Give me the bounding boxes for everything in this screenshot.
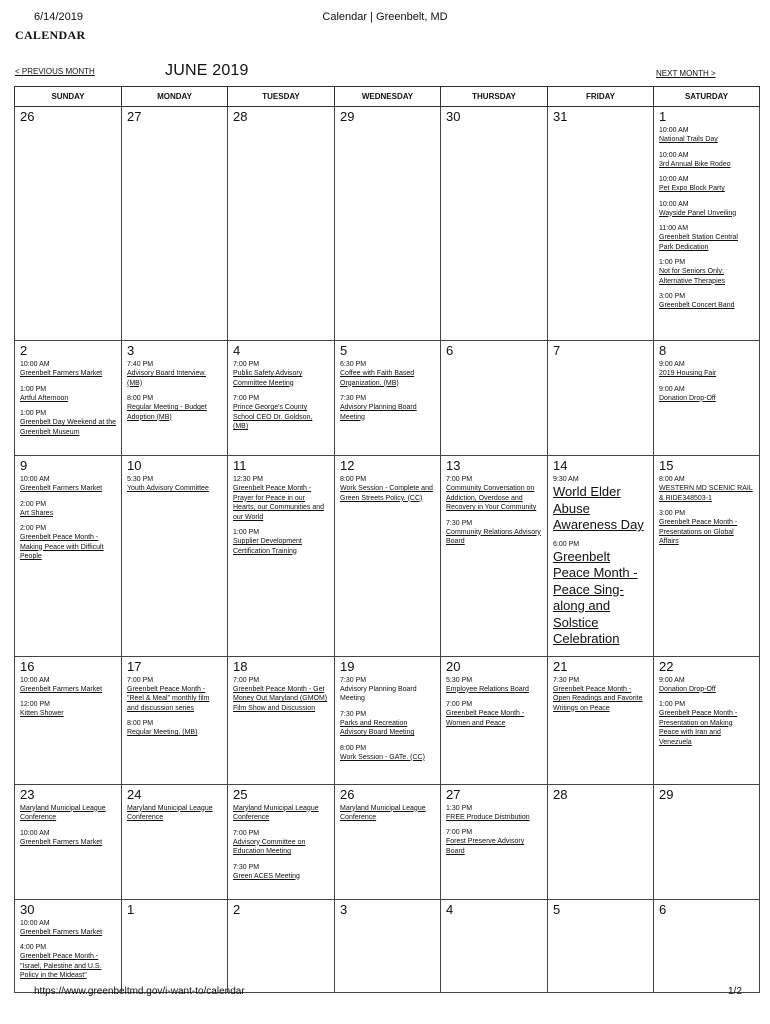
event-link[interactable]: Not for Seniors Only: Alternative Therapies [659,268,726,285]
day-number: 5 [553,901,561,917]
event-time: 7:00 PM [127,676,154,684]
day-cell [15,656,122,784]
event-time: 9:00 AM [659,385,685,393]
calendar-event [446,676,542,695]
event-time: 6:30 PM [340,361,367,368]
calendar-event [233,804,329,823]
previous-month-link[interactable]: < PREVIOUS MONTH [15,67,95,76]
event-time: 10:00 AM [659,151,689,159]
event-link[interactable]: Greenbelt Peace Month - Peace Sing-along and Solstice Celebration [553,548,638,646]
page-number: 1/2 [728,986,742,997]
calendar-event [340,394,435,422]
event-link[interactable]: Greenbelt Peace Month - Prayer for Peace in our Hearts, our Communities and our World [233,485,325,521]
event-time: 3:00 PM [659,293,686,300]
day-number: 28 [233,109,248,124]
event-time: 7:30 PM [340,710,367,718]
event-link[interactable]: Greenbelt Peace Month - Making Peace with Difficult People [20,534,104,560]
event-link[interactable]: Employee Relations Board [446,685,529,693]
calendar-event [659,292,754,311]
calendar-event [553,475,648,534]
day-cell [335,784,441,899]
event-link[interactable]: Prince George's County School CEO Dr. Goldson, (MB) [233,404,313,430]
day-cell [335,456,441,657]
day-cell [441,899,548,992]
calendar-event [20,360,116,379]
day-number: 30 [20,901,35,917]
event-link[interactable]: Coffee with Faith Based Organization. (MB) [340,370,415,387]
day-number: 29 [340,109,355,124]
day-number: 10 [127,458,142,473]
event-link[interactable]: Donation Drop-Off [659,685,716,693]
calendar-event [659,175,754,194]
calendar-event [233,863,329,882]
day-cell [228,899,335,992]
day-number: 7 [553,343,561,358]
day-cell [441,784,548,899]
event-time: 10:00 AM [20,829,50,837]
event-link[interactable]: Community Conversation on Addiction, Overdose and Recovery in Your Community [446,485,537,511]
event-time: 8:00 PM [340,744,367,752]
event-link[interactable]: Supplier Development Certification Training [233,538,302,555]
day-cell [15,107,122,341]
event-link[interactable]: Greenbelt Farmers Market [20,370,103,377]
calendar-event [446,828,542,856]
calendar-event [659,700,754,747]
day-cell [441,107,548,341]
day-number: 2 [233,901,241,917]
calendar-event [340,676,435,704]
event-link[interactable]: Work Session - Complete and Green Streets Policy. (CC) [340,485,433,502]
day-cell [441,656,548,784]
calendar-event [233,528,329,556]
day-number: 16 [20,658,35,674]
event-link[interactable]: Greenbelt Peace Month - Open Readings and Favorite Writings on Peace [553,685,643,712]
day-number: 13 [446,458,461,473]
day-number: 4 [446,901,454,917]
calendar-event [340,710,435,738]
event-time: 10:00 AM [659,127,689,134]
month-title: JUNE 2019 [165,62,249,79]
day-cell [122,456,228,657]
event-time: 9:30 AM [553,476,579,483]
day-number: 20 [446,658,461,674]
day-cell [335,899,441,992]
page-title: Calendar | Greenbelt, MD [322,11,448,23]
day-number: 2 [20,343,28,358]
calendar-event [553,540,648,648]
event-link[interactable]: WESTERN MD SCENIC RAIL & RIDE348503-1 [659,485,753,502]
event-time: 10:00 AM [659,176,689,183]
day-cell [548,341,654,456]
footer-url: https://www.greenbeltmd.gov/i-want-to/calendar [34,986,245,997]
day-number: 19 [340,658,355,674]
event-time: 10:00 AM [20,476,50,483]
day-number: 9 [20,458,28,473]
calendar-event [20,943,116,981]
day-number: 12 [340,458,355,473]
calendar-event [127,360,222,388]
event-time: 2:00 PM [20,525,47,532]
week-row [15,656,760,784]
calendar-event [553,676,648,714]
event-link[interactable]: Advisory Board Interview. (MB) [127,370,206,387]
calendar-event [20,409,116,437]
day-cell [548,456,654,657]
event-time: 7:30 PM [340,676,367,684]
event-time: 7:00 PM [233,829,260,837]
event-time: 7:00 PM [233,395,260,402]
day-number: 11 [233,458,247,473]
day-number: 31 [553,109,568,124]
day-cell [441,456,548,657]
day-number: 18 [233,658,248,674]
event-link[interactable]: Public Safety Advisory Committee Meeting [233,370,303,387]
day-cell [548,784,654,899]
event-link[interactable]: Maryland Municipal League Conference [340,804,426,821]
event-link[interactable]: Donation Drop-Off [659,394,716,402]
calendar-event [446,519,542,547]
day-cell [654,107,760,341]
day-number: 8 [659,343,667,358]
calendar-event [446,700,542,728]
week-row [15,107,760,341]
event-link[interactable]: Art Shares [20,509,54,517]
calendar-event [233,394,329,432]
event-link[interactable]: Greenbelt Peace Month - Women and Peace [446,710,525,727]
event-time: 7:00 PM [446,829,473,836]
calendar-body [15,107,760,993]
event-time: 8:00 PM [127,395,154,402]
weekday-header: TUESDAY [228,87,335,107]
day-number: 5 [340,343,348,358]
calendar-event [659,200,754,219]
calendar-event [20,676,116,695]
calendar-event [659,385,754,404]
day-cell [122,656,228,784]
event-time: 7:30 PM [340,395,367,402]
calendar-event [659,258,754,286]
event-link[interactable]: Greenbelt Peace Month - Presentations on Global Affairs [659,519,738,545]
day-number: 17 [127,658,142,674]
day-cell [654,456,760,657]
day-cell [654,656,760,784]
calendar-heading: CALENDAR [15,28,86,42]
event-time: 7:00 PM [446,476,473,483]
event-link[interactable]: Greenbelt Day Weekend at the Greenbelt Museum [20,419,116,436]
day-cell [228,784,335,899]
calendar-event [20,919,116,938]
event-time: 2:00 PM [20,500,47,508]
day-number: 3 [340,901,348,917]
day-cell [15,456,122,657]
day-number: 22 [659,658,674,674]
calendar-event [659,151,754,170]
day-cell [228,341,335,456]
weekday-header: FRIDAY [548,87,654,107]
event-link[interactable]: Wayside Panel Unveiling [659,209,737,217]
event-link[interactable]: Maryland Municipal League Conference [233,804,319,821]
event-link[interactable]: Green ACES Meeting [233,872,300,880]
event-link[interactable]: Greenbelt Farmers Market [20,685,103,693]
day-number: 4 [233,343,241,358]
event-time: 7:00 PM [233,676,260,684]
calendar-event [659,676,754,695]
event-link[interactable]: National Trails Day [659,136,718,143]
event-time: 5:30 PM [446,676,473,684]
event-link[interactable]: Greenbelt Farmers Market [20,928,103,936]
event-time: 6:00 PM [553,540,580,548]
day-cell [441,341,548,456]
calendar-event [340,360,435,388]
day-cell [654,899,760,992]
day-number: 6 [446,343,454,358]
event-time: 1:00 PM [233,529,260,536]
event-time: 1:00 PM [20,385,47,393]
day-number: 1 [127,901,135,917]
calendar-event [659,509,754,547]
event-time: 7:30 PM [446,519,473,527]
next-month-link[interactable]: NEXT MONTH > [656,69,716,78]
day-number: 27 [127,109,142,124]
day-number: 3 [127,343,135,358]
event-time: 12:00 PM [20,701,50,708]
event-link[interactable]: Pet Expo Block Party [659,185,725,192]
event-time: 12:30 PM [233,476,263,483]
day-cell [548,656,654,784]
event-link[interactable]: Greenbelt Peace Month - "Reel & Meal" monthly film and discussion series [127,685,210,712]
day-cell [548,899,654,992]
day-cell [122,341,228,456]
event-time: 9:00 AM [659,361,685,368]
day-number: 29 [659,786,674,802]
event-link[interactable]: Parks and Recreation Advisory Board Meeting [340,719,415,736]
day-number: 26 [340,786,355,802]
calendar-grid [14,86,760,993]
day-number: 27 [446,786,461,802]
event-time: 10:00 AM [659,200,689,208]
event-link[interactable]: Artful Afternoon [20,394,69,402]
weekday-header-row [15,87,760,107]
event-link[interactable]: Youth Advisory Committee [127,485,209,492]
day-number: 21 [553,658,568,674]
weekday-header: MONDAY [122,87,228,107]
event-time: 10:00 AM [20,919,50,927]
calendar-event [20,475,116,494]
calendar-event [340,475,435,503]
event-time: 1:00 PM [659,701,686,708]
day-number: 15 [659,458,674,473]
event-link[interactable]: Maryland Municipal League Conference [127,804,213,821]
calendar-event [233,360,329,388]
event-time: 7:00 PM [233,361,260,368]
event-link[interactable]: Advisory Planning Board Meeting [340,404,417,421]
calendar-event [340,744,435,763]
event-link[interactable]: Forest Preserve Advisory Board [446,838,525,855]
calendar-event [446,475,542,513]
event-link[interactable]: Advisory Committee on Education Meeting [233,838,306,855]
event-link[interactable]: 2019 Housing Fair [659,370,717,377]
day-cell [228,656,335,784]
day-number: 1 [659,109,667,124]
event-link[interactable]: Greenbelt Peace Month - Get Money Out Maryland (GMOM) Film Show and Discussion [233,685,328,712]
calendar-event [20,829,116,848]
day-cell [654,784,760,899]
print-date: 6/14/2019 [34,11,83,23]
event-time: 11:00 AM [659,225,689,232]
calendar-event [340,804,435,823]
event-time: 3:00 PM [659,510,686,517]
event-time: 1:00 PM [659,259,686,266]
event-time: 4:00 PM [20,944,47,951]
calendar-event [127,719,222,738]
day-number: 14 [553,458,568,473]
event-time: 10:00 AM [20,361,50,368]
event-time: 7:00 PM [446,701,473,708]
calendar-event [127,394,222,422]
week-row [15,784,760,899]
event-link[interactable]: Greenbelt Station Central Park Dedication [659,234,738,251]
event-link[interactable]: Greenbelt Farmers Market [20,838,103,846]
calendar-event [659,224,754,252]
event-link[interactable]: Work Session - GATe. (CC) [340,753,425,761]
event-time: 5:30 PM [127,476,154,483]
event-link[interactable]: Community Relations Advisory Board [446,528,541,545]
day-cell [228,456,335,657]
event-link[interactable]: Greenbelt Farmers Market [20,485,103,492]
day-cell [122,784,228,899]
event-time: 8:00 PM [340,476,367,483]
calendar-event [127,475,222,494]
event-link[interactable]: Regular Meeting - Budget Adoption (MB) [127,404,207,421]
event-time: 1:30 PM [446,804,473,812]
day-cell [15,784,122,899]
calendar-event [20,385,116,404]
day-cell [15,341,122,456]
weekday-header: WEDNESDAY [335,87,441,107]
day-cell [228,107,335,341]
day-cell [335,656,441,784]
week-row [15,456,760,657]
event-link[interactable]: World Elder Abuse Awareness Day [553,484,644,532]
calendar-event [20,804,116,823]
calendar-event [127,676,222,714]
day-number: 23 [20,786,35,802]
event-time: 9:00 AM [659,676,685,684]
day-number: 25 [233,786,248,802]
day-number: 30 [446,109,461,124]
calendar-event [20,500,116,519]
day-cell [335,341,441,456]
day-number: 6 [659,901,667,917]
event-time: 10:00 AM [20,676,50,684]
calendar-event [20,700,116,719]
calendar-event [446,804,542,823]
day-number: 26 [20,109,35,124]
calendar-event [20,524,116,562]
calendar-event [659,360,754,379]
calendar-event [233,829,329,857]
day-cell [548,107,654,341]
event-link[interactable]: 3rd Annual Bike Rodeo [659,160,731,168]
calendar-event [127,804,222,823]
event-link[interactable]: Regular Meeting. (MB) [127,729,198,736]
event-time: 7:30 PM [553,676,580,684]
event-link[interactable]: Kitten Shower [20,710,64,717]
event-link[interactable]: Greenbelt Peace Month - Presentation on Making Peace with Iran and Venezuela [659,710,738,746]
week-row [15,341,760,456]
day-cell [335,107,441,341]
calendar-event [233,475,329,522]
event-link: Advisory Planning Board Meeting [340,685,417,702]
event-time: 7:30 PM [233,863,260,871]
calendar-event [659,475,754,503]
day-cell [122,899,228,992]
event-time: 8:00 PM [127,720,154,727]
day-number: 24 [127,786,142,802]
week-row [15,899,760,992]
event-link[interactable]: FREE Produce Distribution [446,813,530,821]
weekday-header: SATURDAY [654,87,760,107]
weekday-header: THURSDAY [441,87,548,107]
event-link[interactable]: Greenbelt Peace Month - "Israel, Palestine and U.S. Policy in the Mideast" [20,953,102,979]
day-number: 28 [553,786,568,802]
day-cell [654,341,760,456]
event-link[interactable]: Greenbelt Concert Band [659,302,735,309]
event-link[interactable]: Maryland Municipal League Conference [20,804,106,821]
event-time: 7:40 PM [127,361,154,368]
calendar-event [659,126,754,145]
weekday-header: SUNDAY [15,87,122,107]
event-time: 1:00 PM [20,410,47,417]
event-time: 8:00 AM [659,476,685,483]
calendar-event [233,676,329,714]
day-cell [122,107,228,341]
day-cell [15,899,122,992]
